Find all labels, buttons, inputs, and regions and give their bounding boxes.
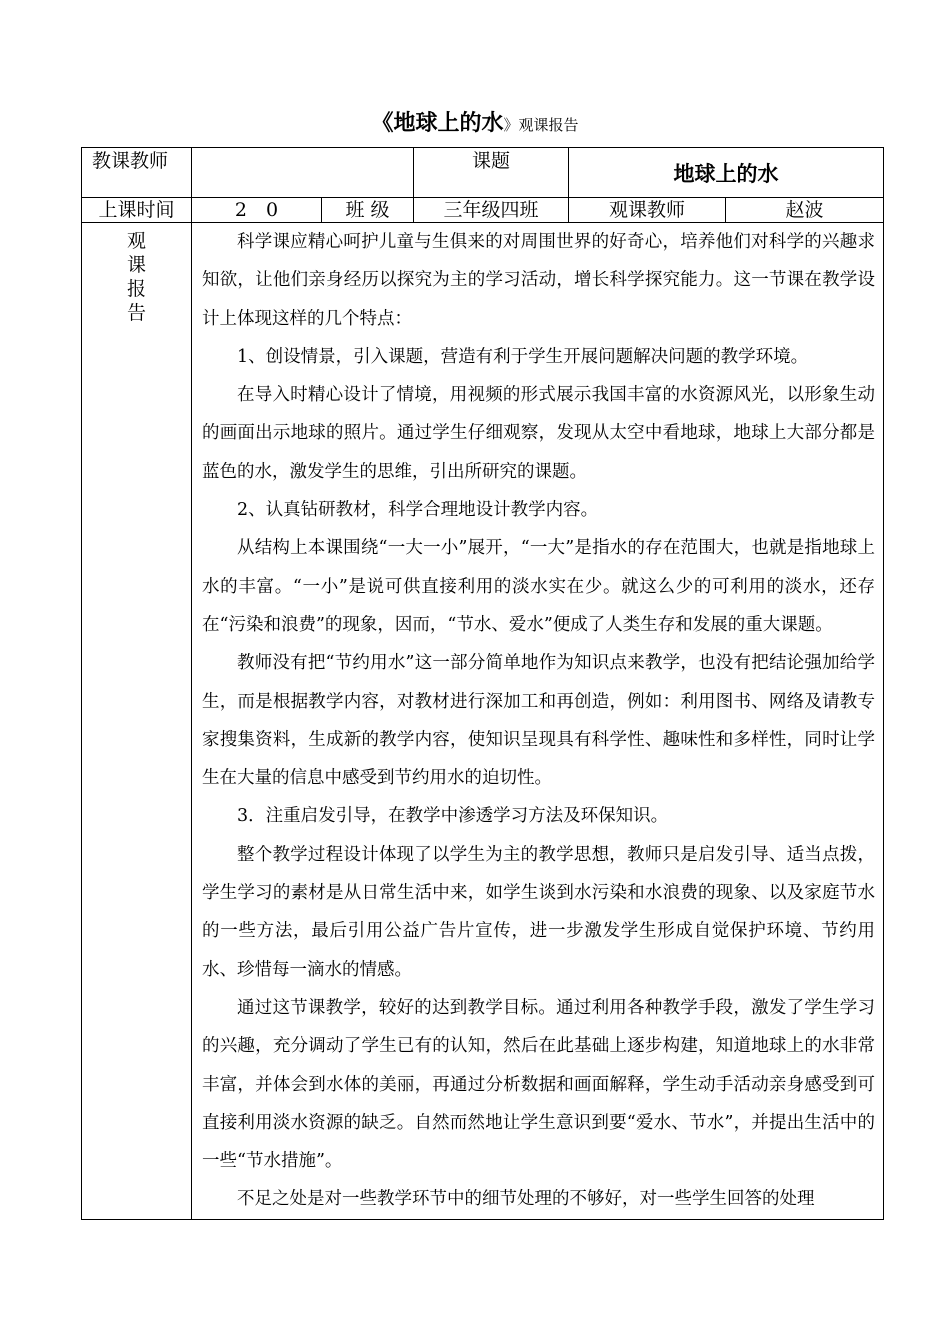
report-side-label (82, 223, 192, 1220)
report-body-row (82, 223, 884, 1220)
report-paragraph: 教师没有把“节约用水”这一部分简单地作为知识点来教学，也没有把结论强加给学生，而是根据教学内容，对教材进行深加工和再创造，例如：利用图书、网络及请教专家搜集资料，生成新的教学内容，使知识呈现具有科学性、趣味性和多样性，同时让学生在大量的信息中感受到节约用水的迫切性。 (202, 653, 875, 789)
side-char: 观 (126, 230, 146, 252)
observer-label: 观课教师 (569, 198, 726, 223)
report-paragraph: 科学课应精心呵护儿童与生俱来的对周围世界的好奇心，培养他们对科学的兴趣求知欲，让他们亲身经历以探究为主的学习活动，增长科学探究能力。这一节课在教学设计上体现这样的几个特点： (202, 232, 875, 329)
side-char: 课 (126, 254, 146, 276)
time-value: 2 0 (192, 198, 322, 223)
report-paragraph: 通过这节课教学，较好的达到教学目标。通过利用各种教学手段，激发了学生学习的兴趣，充分调动了学生已有的认知，然后在此基础上逐步构建，知道地球上的水非常丰富，并体会到水体的美丽，再通过分析数据和画面解释，学生动手活动亲身感受到可直接利用淡水资源的缺乏。自然而然地让学生意识到要“爱水、节水”，并提出生活中的一些“节水措施”。 (202, 997, 875, 1172)
header-row-1 (82, 148, 884, 198)
report-paragraph: 2、认真钻研教材，科学合理地设计教学内容。 (237, 500, 599, 521)
report-title (0, 108, 950, 140)
report-body (192, 223, 884, 1220)
time-label: 上课时间 (82, 198, 192, 223)
report-paragraph: 1、创设情景，引入课题，营造有利于学生开展问题解决问题的教学环境。 (237, 346, 809, 367)
report-paragraph: 在导入时精心设计了情境，用视频的形式展示我国丰富的水资源风光，以形象生动的画面出示地球的照片。通过学生仔细观察，发现从太空中看地球，地球上大部分都是蓝色的水，激发学生的思维，引出所研究的课题。 (202, 385, 875, 482)
report-paragraph: 整个教学过程设计体现了以学生为主的教学思想，教师只是启发引导、适当点拨，学生学习的素材是从日常生活中来，如学生谈到水污染和水浪费的现象、以及家庭节水的一些方法，最后引用公益广告片宣传，进一步激发学生形成自觉保护环境、节约用水、珍惜每一滴水的情感。 (202, 844, 875, 980)
topic-value: 地球上的水 (569, 148, 884, 198)
report-paragraph: 从结构上本课围绕“一大一小”展开，“一大”是指水的存在范围大，也就是指地球上水的丰富。“一小”是说可供直接利用的淡水实在少。就这么少的可利用的淡水，还存在“污染和浪费”的现象，因而，“节水、爱水”便成了人类生存和发展的重大课题。 (202, 538, 875, 635)
teacher-label: 教课教师 (82, 148, 192, 198)
teacher-value (192, 148, 414, 198)
side-char: 报 (126, 278, 146, 300)
title-suffix: 》观课报告 (503, 116, 579, 134)
report-paragraph: 不足之处是对一些教学环节中的细节处理的不够好，对一些学生回答的处理 (237, 1189, 815, 1210)
observer-value: 赵波 (726, 198, 884, 223)
report-paragraph: 3．注重启发引导，在教学中渗透学习方法及环保知识。 (237, 806, 669, 827)
side-char: 告 (126, 302, 146, 324)
class-label: 班 级 (322, 198, 414, 223)
title-main: 《地球上的水 (371, 110, 504, 136)
header-row-2 (82, 198, 884, 223)
report-table (81, 147, 884, 1220)
topic-label: 课题 (414, 148, 569, 198)
class-value: 三年级四班 (414, 198, 569, 223)
